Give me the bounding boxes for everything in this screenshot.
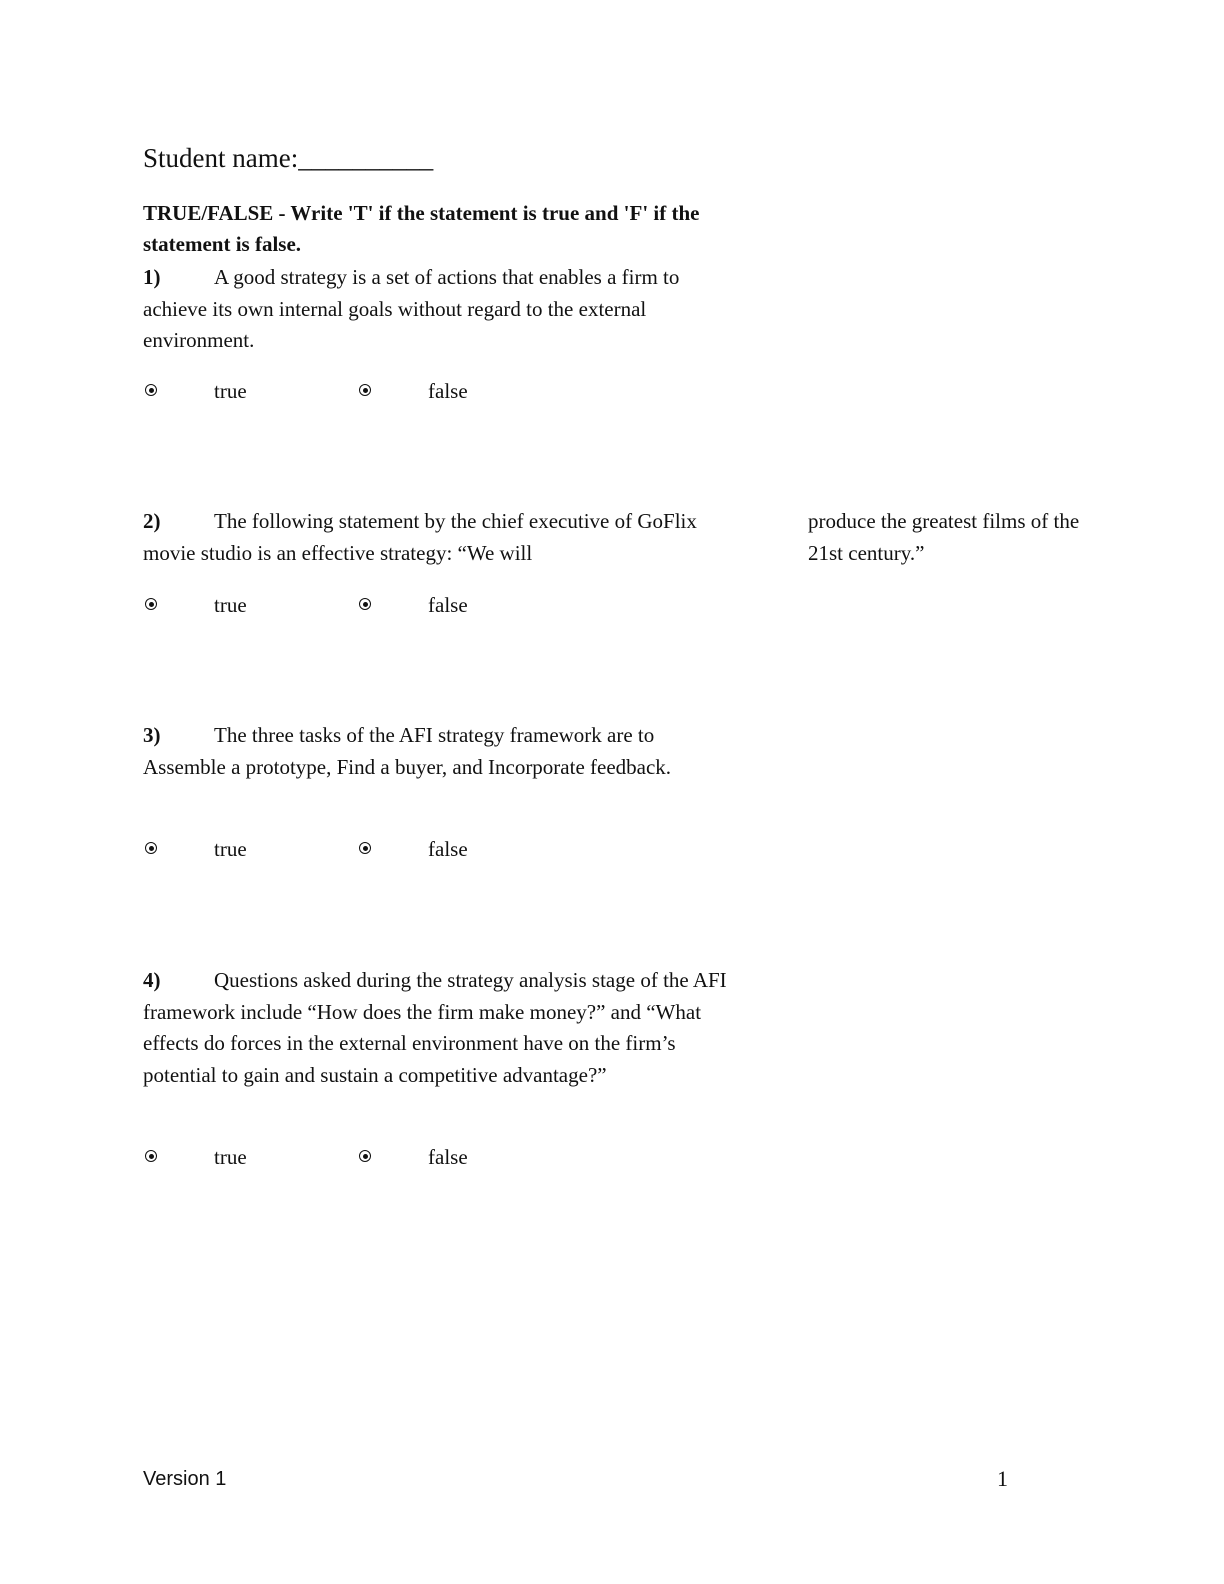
page-number: 1 [997, 1466, 1008, 1491]
option-label: true [214, 593, 247, 617]
student-name-field: Student name:__________ [143, 143, 434, 173]
question-text: The three tasks of the AFI strategy framework are to Assemble a prototype, Find a buyer, and Incorporate feedback. [143, 723, 672, 779]
option-label: false [428, 379, 468, 403]
option-label: false [428, 593, 468, 617]
option-label: false [428, 837, 468, 861]
question-3-options [143, 834, 743, 864]
radio-icon[interactable] [359, 598, 371, 610]
radio-icon[interactable] [145, 1150, 157, 1162]
option-label: true [214, 1145, 247, 1169]
question-text: The following statement by the chief executive of GoFlix movie studio is an effective strategy: “We will [143, 509, 697, 565]
question-number: 4) [143, 968, 161, 992]
question-2-continuation: produce the greatest films of the 21st century.” [808, 509, 1080, 565]
question-1 [143, 262, 743, 357]
radio-icon[interactable] [145, 842, 157, 854]
question-3 [143, 720, 733, 783]
radio-icon[interactable] [145, 598, 157, 610]
radio-icon[interactable] [359, 1150, 371, 1162]
footer-version: Version 1 [143, 1468, 227, 1490]
question-number: 3) [143, 723, 161, 747]
question-2 [143, 506, 698, 569]
question-4 [143, 965, 739, 1091]
instructions-heading: TRUE/FALSE - Write 'T' if the statement is true and 'F' if the statement is false. [143, 201, 700, 256]
question-number: 1) [143, 265, 161, 289]
question-4-options [143, 1142, 743, 1172]
radio-icon[interactable] [359, 842, 371, 854]
option-label: false [428, 1145, 468, 1169]
question-2-options [143, 590, 743, 620]
option-label: true [214, 379, 247, 403]
radio-icon[interactable] [359, 384, 371, 396]
question-1-options [143, 376, 743, 406]
radio-icon[interactable] [145, 384, 157, 396]
question-text: Questions asked during the strategy analysis stage of the AFI framework include “How does the firm make money?” and “What effects do forces in the external environment have on the firm’s potential to gain and sustain a competitive advantage?” [143, 968, 727, 1087]
option-label: true [214, 837, 247, 861]
question-text: A good strategy is a set of actions that enables a firm to achieve its own internal goals without regard to the external environment. [143, 265, 680, 352]
question-number: 2) [143, 509, 161, 533]
